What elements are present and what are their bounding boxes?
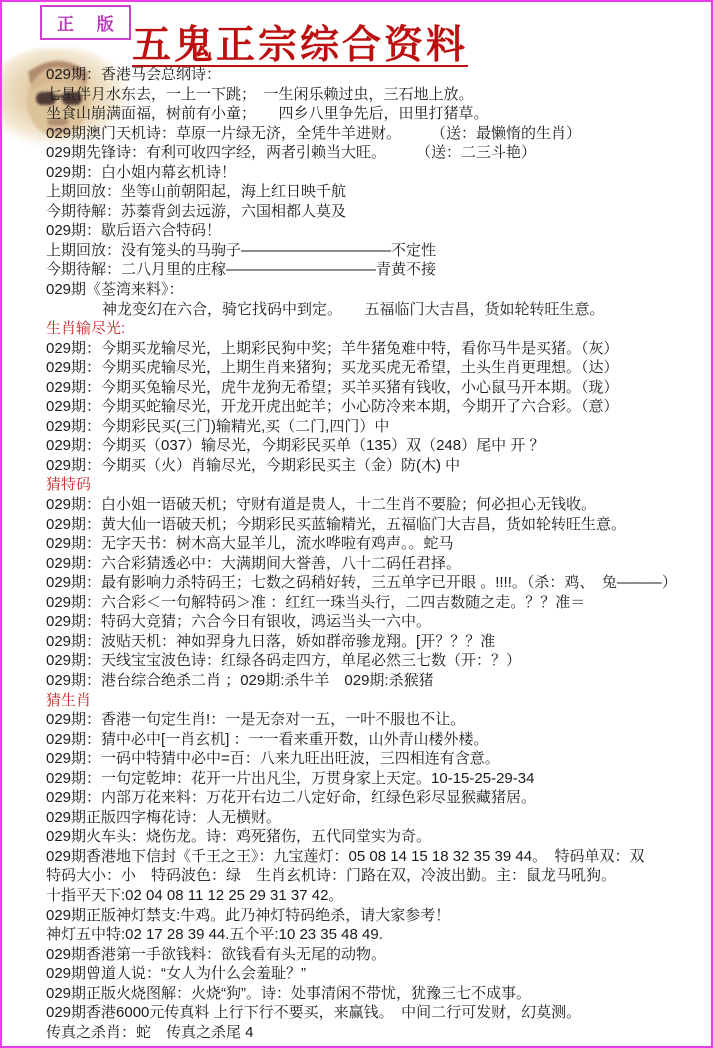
text-line: 029期：一句定乾坤：花开一片出凡尘，万贯身家上天定。10-15-25-29-34 [46,769,535,787]
text-line: 029期：今期买兔输尽光，虎牛龙狗无希望；买羊买猪有钱收，小心鼠马开本期。（珑） [46,378,619,396]
text-line: 传真之杀肖：蛇 传真之杀尾 4 [46,1023,254,1041]
text-line: 七星伴月水东去，一上一下跳； 一生闲乐赖过虫，三石地上放。 [46,85,474,103]
text-line: 029期：白小姐一语破天机；守财有道是贵人，十二生肖不要脸；何必担心无钱收。 [46,496,597,514]
text-line: 029期香港地下信封《千王之王》：九宝莲灯：05 08 14 15 18 32 35 39 44。 特码单双：双 [46,847,645,865]
text-line: 029期：今期买虎输尽光，上期生肖来猪狗；买龙买虎无希望，土头生肖更理想。（达） [46,359,619,377]
section-header: 猜生肖 [46,691,92,709]
text-line: 029期曾道人说：“女人为什么会羞耻？” [46,965,307,983]
text-line: 029期：港台综合绝杀二肖 ；029期:杀牛羊 029期:杀猴猪 [46,671,434,689]
text-line: 029期火车头：烧伤龙。诗：鸡死猪伤，五代同堂实为奇。 [46,828,432,846]
text-line: 坐食山崩满面福，树前有小童； 四乡八里争先后，田里打猪草。 [46,105,489,123]
text-line: 029期：无字天书：树木高大显羊儿，流水哗啦有鸡声。。蛇马 [46,535,454,553]
content-lines [46,65,709,1042]
text-line: 029期正版四字梅花诗：人无横财。 [46,808,282,826]
text-line: 029期：今期彩民买(三门)输精光,买（二门,四门）中 [46,417,390,435]
text-line: 029期正版神灯禁支:牛鸡。此乃神灯特码绝杀，请大家参考！ [46,906,451,924]
text-line: 神龙变幻在六合，骑它找码中到定。 五福临门大吉昌，货如轮转旺生意。 [102,300,605,318]
text-line: 029期：今期买蛇输尽光，开龙开虎出蛇羊；小心防冷来本期，今期开了六合彩。（意） [46,398,619,416]
text-line: 029期：香港马会总纲诗： [46,66,222,83]
text-line: 029期：猜中必中[一肖玄机] ：一一看来重开数，山外青山楼外楼。 [46,730,489,748]
authentic-badge: 正 版 [40,5,131,40]
page-title: 五鬼正宗综合资料 [132,24,469,67]
text-line: 029期：今期买（火）肖输尽光，今期彩民买主（金）防(木) 中 [46,456,461,474]
text-line: 029期：六合彩＜一句解特码＞准 ：红红一珠当头行，二四吉数随之走。？？准＝ [46,593,586,611]
text-line: 029期：内部万花来料：万花开右边二八定好命，红绿色彩尽显猴藏猪居。 [46,789,537,807]
text-line: 029期：最有影响力杀特码王；七数之码稍好转，三五单字已开眼 。!!!!。（杀：鸡、 兔———） [46,574,677,592]
text-line: 029期：白小姐内幕玄机诗！ [46,163,237,181]
text-line: 029期：歇后语六合特码！ [46,222,222,240]
text-line: 今期待解：二八月里的庄稼——————————青黄不接 [46,261,437,279]
text-line: 029期澳门天机诗：草原一片绿无济，全凭牛羊进财。 （送：最懒惰的生肖） [46,124,582,142]
text-line: 029期：今期买（037）输尽光，今期彩民买单（135）双（248）尾中 开 ？ [46,437,545,455]
text-line: 029期正版火烧图解：火烧“狗”。诗：处事清闲不带忧，犹豫三七不成事。 [46,984,532,1002]
section-header: 生肖输尽光: [46,320,126,338]
text-line: 神灯五中特:02 17 28 39 44.五个平:10 23 35 48 49. [46,926,383,944]
text-line: 029期香港6000元传真料 上行下行不要买，来赢钱。 中间二行可发财，幻莫测。 [46,1004,582,1022]
text-line: 029期：黄大仙一语破天机；今期彩民买蓝输精光，五福临门大吉昌，货如轮转旺生意。 [46,515,627,533]
text-line: 029期先锋诗：有利可收四字经，两者引赖当大旺。 （送：二三斗艳） [46,144,537,162]
text-line: 029期：香港一句定生肖!：一是无奈对一五，一叶不服也不让。 [46,711,466,729]
text-line: 上期回放：坐等山前朝阳起，海上红日映千航 [46,183,347,201]
text-line: 029期：波贴天机：神如羿身九日落，娇如群帝骖龙翔。[开？？？准 [46,632,496,650]
text-line: 上期回放：没有笼头的马驹子——————————不定性 [46,241,437,259]
text-line: 029期：特码大竞猜；六合今日有银收，鸿运当头一六中。 [46,613,432,631]
text-line: 029期：六合彩猜透必中：大满期间大誉善，八十二码任君择。 [46,554,462,572]
text-line: 特码大小：小 特码波色：绿 生肖玄机诗：门路在双，冷波出勤。主：鼠龙马吼狗。 [46,867,617,885]
text-line: 029期香港第一手欲钱料：欲钱看有头无尾的动物。 [46,945,387,963]
text-line: 029期《荃湾来料》： [46,281,184,299]
text-line: 029期：天线宝宝波色诗：红绿各码走四方，单尾必然三七数（开：？） [46,652,522,670]
text-line: 今期待解：苏蓁背剑去远游，六国相都人莫及 [46,202,347,220]
text-line: 029期：一码中特猜中必中=百：八来九旺出旺波，三四相连有含意。 [46,750,500,768]
text-line: 029期：今期买龙输尽光，上期彩民狗中奖；羊牛猪兔难中特，看你马牛是买猪。（灰） [46,339,619,357]
section-header: 猜特码 [46,476,92,494]
text-line: 十指平天下:02 04 08 11 12 25 29 31 37 42。 [46,886,344,904]
